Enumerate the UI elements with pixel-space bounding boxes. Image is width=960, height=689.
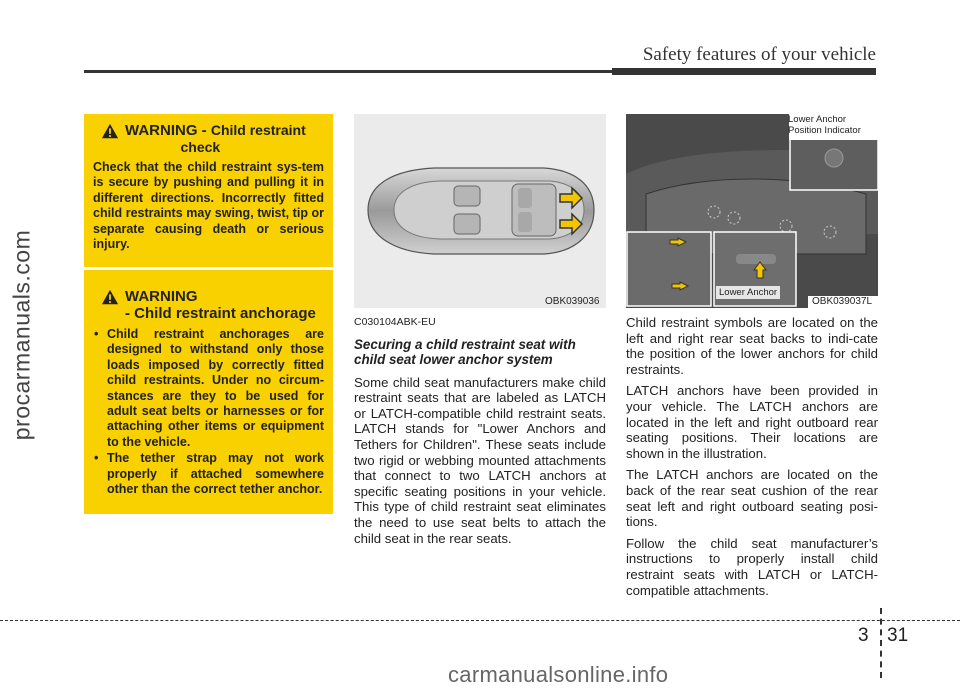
warning-box-child-restraint-anchorage <box>84 270 333 514</box>
warning-bullet: • Child restraint anchorages are designed to withstand only those loads imposed by correctly fitted child restraints. Under no circum-stances are they to be used for adult seat belts or harnesses or for attaching other items or equipment to the vehicle. <box>93 327 324 450</box>
figure-rear-seat <box>626 114 878 308</box>
section-body: Some child seat manufacturers make child restraint seats that are labeled as LATCH or LATCH-compatible child restraint seats. LATCH stands for "Lower Anchors and Tethers for Children". These seats include two rigid or webbing mounted attachments that connect to two LATCH anchors at specific seating positions in your vehicle. This type of child restraint seat eliminates the need to use seat belts to attach the child seat in the rear seats. <box>354 374 606 546</box>
warning-bullet: • The tether strap may not work properly if attached somewhere other than the correct tether anchor. <box>93 451 324 497</box>
paragraph: Follow the child seat manufacturer’s instructions to properly install child restraint seats with LATCH or LATCH-compatible attachments. <box>626 535 878 598</box>
page-header-title: Safety features of your vehicle <box>642 44 876 65</box>
paragraph: The LATCH anchors are located on the back of the rear seat cushion of the rear seat left and right outboard seating posi-tions. <box>626 467 878 530</box>
figure-car-top-view <box>354 114 606 308</box>
label-lower-anchor-position-indicator: Lower Anchor Position Indicator <box>788 114 861 136</box>
figure-code: OBK039037L <box>812 296 873 307</box>
warning-title-row <box>101 288 324 322</box>
label-lower-anchor: Lower Anchor <box>716 286 780 299</box>
chapter-number: 3 <box>858 625 869 646</box>
warning-title: WARNING - Child restraint check <box>125 122 306 155</box>
paragraph: Child restraint symbols are located on the left and right rear seat backs to indi-cate the position of the lower anchors for child restraints. <box>626 315 878 377</box>
rear-seat-illustration <box>626 114 878 308</box>
warning-title-row <box>101 122 324 156</box>
header-rule-accent <box>612 68 876 75</box>
section-lower-anchor-system <box>354 315 606 546</box>
footer-divider <box>880 608 882 678</box>
warning-triangle-icon <box>101 123 119 139</box>
figure-code: OBK039036 <box>545 296 600 307</box>
section-code: C030104ABK-EU <box>354 316 436 328</box>
paragraph: LATCH anchors have been provided in your vehicle. The LATCH anchors are located in the left and right outboard rear seating positions. Their locations are shown in the illustration. <box>626 383 878 461</box>
page-number: 31 <box>887 625 909 646</box>
right-column-text <box>626 315 878 604</box>
warning-box-child-restraint-check <box>84 114 333 267</box>
warning-triangle-icon <box>101 289 119 305</box>
car-top-view-illustration <box>354 114 606 308</box>
side-watermark: procarmanuals.com <box>8 229 35 441</box>
section-subheading: Securing a child restraint seat with child seat lower anchor system <box>354 336 576 368</box>
warning-body: Check that the child restraint sys-tem is secure by pushing and pulling it in different directions. Incorrectly fitted child restraints may swing, twist, tip or separate causing death or serious injury. <box>93 160 324 252</box>
warning-bullet-list <box>93 327 324 497</box>
warning-title: WARNING - Child restraint anchorage <box>125 288 316 322</box>
bottom-watermark: carmanualsonline.info <box>448 662 669 687</box>
footer-rule <box>0 620 960 621</box>
